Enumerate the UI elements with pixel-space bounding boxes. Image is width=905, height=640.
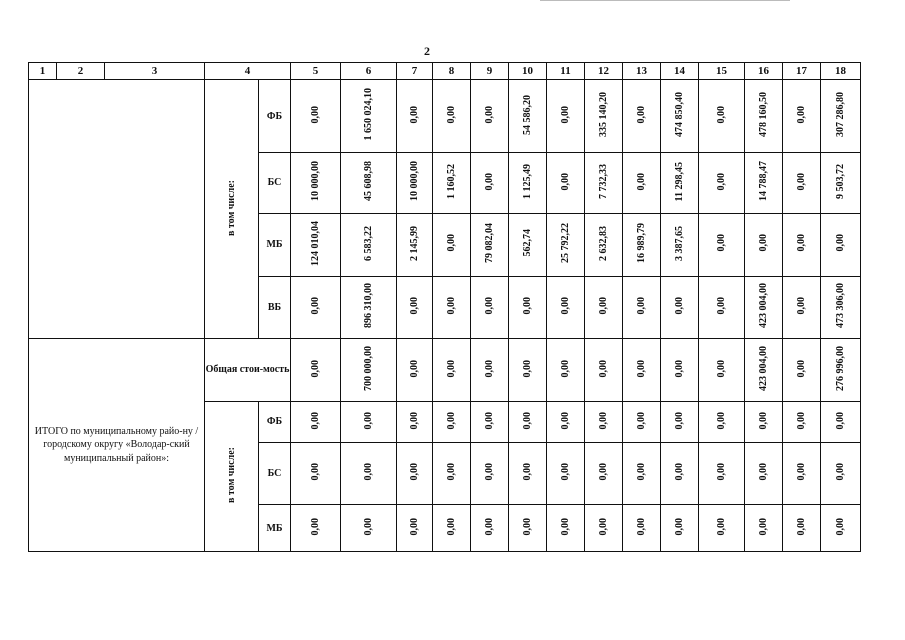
cell-value: 0,00 (408, 411, 420, 430)
value-cell (509, 213, 547, 276)
value-cell (783, 339, 821, 402)
value-cell (661, 80, 699, 153)
column-number: 18 (821, 63, 861, 80)
cell-value: 0,00 (635, 297, 647, 315)
value-cell (623, 402, 661, 442)
cell-value: 0,00 (445, 105, 457, 124)
value-cell (783, 80, 821, 153)
cell-value: 0,00 (445, 411, 457, 430)
value-cell (547, 505, 585, 552)
source-code: МБ (259, 213, 291, 276)
cell-value: 3 387,65 (673, 225, 685, 261)
column-number: 17 (783, 63, 821, 80)
value-cell (745, 339, 783, 402)
cell-value: 79 082,04 (483, 223, 495, 264)
value-cell (661, 276, 699, 339)
cell-value: 307 286,80 (834, 92, 846, 138)
cell-value: 0,00 (673, 359, 685, 378)
scan-top-line (540, 0, 790, 1)
value-cell (291, 505, 341, 552)
value-cell (291, 339, 341, 402)
value-cell (745, 153, 783, 214)
cell-value: 0,00 (483, 172, 495, 191)
value-cell (433, 442, 471, 505)
value-cell (471, 505, 509, 552)
cell-value: 0,00 (559, 297, 571, 315)
cell-value: 11 298,45 (673, 161, 685, 202)
cell-value: 0,00 (408, 359, 420, 378)
cell-value: 0,00 (715, 172, 727, 191)
cell-value: 0,00 (795, 297, 807, 315)
cell-value: 2 145,99 (408, 225, 420, 261)
value-cell (341, 153, 397, 214)
value-cell (433, 276, 471, 339)
value-cell (547, 276, 585, 339)
total-general-row (29, 339, 861, 402)
value-cell (509, 402, 547, 442)
cell-value: 0,00 (795, 517, 807, 536)
value-cell (341, 339, 397, 402)
cell-value: 45 608,98 (362, 161, 374, 202)
cell-value: 0,00 (483, 105, 495, 124)
value-cell (585, 505, 623, 552)
budget-table (28, 62, 861, 552)
cell-value: 1 160,52 (445, 163, 457, 199)
column-number: 4 (205, 63, 291, 80)
value-cell (291, 213, 341, 276)
value-cell (547, 339, 585, 402)
cell-value: 0,00 (521, 463, 533, 481)
value-cell (397, 442, 433, 505)
value-cell (397, 80, 433, 153)
source-code: ФБ (259, 402, 291, 442)
cell-value: 0,00 (408, 297, 420, 315)
value-cell (547, 80, 585, 153)
cell-value: 0,00 (715, 411, 727, 430)
value-cell (585, 276, 623, 339)
cell-value: 0,00 (309, 517, 321, 536)
cell-value: 1 650 024,10 (362, 88, 374, 141)
cell-value: 124 010,04 (309, 220, 321, 266)
cell-value: 0,00 (362, 411, 374, 430)
cell-value: 0,00 (445, 297, 457, 315)
column-number: 14 (661, 63, 699, 80)
column-number: 9 (471, 63, 509, 80)
cell-value: 0,00 (309, 359, 321, 378)
value-cell (783, 442, 821, 505)
value-cell (585, 80, 623, 153)
value-cell (397, 213, 433, 276)
cell-value: 7 732,33 (597, 163, 609, 199)
value-cell (291, 276, 341, 339)
value-cell (433, 339, 471, 402)
column-number: 12 (585, 63, 623, 80)
cell-value: 0,00 (673, 297, 685, 315)
cell-value: 0,00 (635, 517, 647, 536)
cell-value: 0,00 (483, 411, 495, 430)
value-cell (471, 80, 509, 153)
cell-value: 0,00 (483, 359, 495, 378)
value-cell (509, 442, 547, 505)
cell-value: 0,00 (362, 517, 374, 536)
cell-value: 25 792,22 (559, 223, 571, 264)
in-that-number-cell (205, 402, 259, 552)
value-cell (433, 505, 471, 552)
value-cell (623, 505, 661, 552)
cell-value: 0,00 (483, 463, 495, 481)
cell-value: 1 125,49 (521, 163, 533, 199)
page-number: 2 (424, 44, 430, 58)
cell-value: 0,00 (673, 517, 685, 536)
value-cell (661, 339, 699, 402)
value-cell (783, 402, 821, 442)
value-cell (783, 153, 821, 214)
in-that-number-label: в том числе: (225, 179, 237, 236)
value-cell (547, 153, 585, 214)
cell-value: 0,00 (597, 463, 609, 481)
cell-value: 700 000,00 (362, 346, 374, 392)
cell-value: 0,00 (834, 463, 846, 481)
value-cell (291, 153, 341, 214)
cell-value: 478 160,50 (757, 92, 769, 138)
value-cell (433, 213, 471, 276)
blank-name-cell (29, 80, 205, 339)
value-cell (623, 442, 661, 505)
value-cell (699, 213, 745, 276)
value-cell (661, 213, 699, 276)
cell-value: 10 000,00 (309, 161, 321, 202)
cell-value: 0,00 (715, 517, 727, 536)
value-cell (397, 402, 433, 442)
value-cell (397, 339, 433, 402)
value-cell (821, 276, 861, 339)
cell-value: 0,00 (795, 234, 807, 252)
cell-value: 0,00 (635, 359, 647, 378)
cell-value: 276 996,00 (834, 346, 846, 392)
cell-value: 0,00 (673, 411, 685, 430)
cell-value: 0,00 (559, 411, 571, 430)
cell-value: 0,00 (597, 359, 609, 378)
value-cell (623, 339, 661, 402)
cell-value: 0,00 (757, 463, 769, 481)
cell-value: 0,00 (795, 359, 807, 378)
cell-value: 0,00 (597, 297, 609, 315)
column-number: 15 (699, 63, 745, 80)
value-cell (661, 402, 699, 442)
value-cell (821, 442, 861, 505)
value-cell (661, 442, 699, 505)
value-cell (821, 80, 861, 153)
value-cell (585, 442, 623, 505)
cell-value: 0,00 (362, 463, 374, 481)
cell-value: 0,00 (834, 517, 846, 536)
cell-value: 0,00 (635, 463, 647, 481)
cell-value: 474 850,40 (673, 92, 685, 138)
value-cell (471, 402, 509, 442)
value-cell (433, 80, 471, 153)
value-cell (623, 213, 661, 276)
value-cell (661, 153, 699, 214)
cell-value: 0,00 (597, 411, 609, 430)
cell-value: 0,00 (483, 517, 495, 536)
cell-value: 0,00 (309, 105, 321, 124)
cell-value: 0,00 (795, 411, 807, 430)
source-code: БС (259, 442, 291, 505)
cell-value: 0,00 (635, 172, 647, 191)
cell-value: 14 788,47 (757, 161, 769, 202)
total-district-label: ИТОГО по муниципальному райо-ну / городскому округу «Володар-ский муниципальный район»: (29, 339, 205, 552)
value-cell (291, 442, 341, 505)
value-cell (783, 505, 821, 552)
cell-value: 9 503,72 (834, 163, 846, 199)
column-number: 16 (745, 63, 783, 80)
cell-value: 0,00 (521, 517, 533, 536)
in-that-number-label: в том числе: (225, 447, 237, 504)
column-number: 13 (623, 63, 661, 80)
value-cell (471, 276, 509, 339)
value-cell (783, 213, 821, 276)
value-cell (433, 153, 471, 214)
cell-value: 0,00 (673, 463, 685, 481)
value-cell (341, 402, 397, 442)
cell-value: 896 310,00 (362, 283, 374, 329)
column-number: 6 (341, 63, 397, 80)
value-cell (547, 213, 585, 276)
value-cell (397, 153, 433, 214)
source-code: МБ (259, 505, 291, 552)
value-cell (509, 80, 547, 153)
value-cell (699, 505, 745, 552)
value-cell (291, 402, 341, 442)
cell-value: 423 004,00 (757, 283, 769, 329)
cell-value: 0,00 (795, 172, 807, 191)
source-code: ФБ (259, 80, 291, 153)
value-cell (471, 213, 509, 276)
value-cell (821, 153, 861, 214)
value-cell (433, 402, 471, 442)
table-row (29, 80, 861, 153)
cell-value: 0,00 (559, 463, 571, 481)
value-cell (623, 276, 661, 339)
value-cell (397, 276, 433, 339)
value-cell (341, 213, 397, 276)
value-cell (547, 442, 585, 505)
cell-value: 0,00 (445, 359, 457, 378)
value-cell (291, 80, 341, 153)
cell-value: 0,00 (715, 463, 727, 481)
cell-value: 0,00 (309, 297, 321, 315)
source-code: БС (259, 153, 291, 214)
value-cell (821, 505, 861, 552)
value-cell (745, 402, 783, 442)
column-number: 3 (105, 63, 205, 80)
cell-value: 0,00 (521, 359, 533, 378)
cell-value: 0,00 (635, 411, 647, 430)
cell-value: 473 306,00 (834, 283, 846, 329)
column-number: 10 (509, 63, 547, 80)
value-cell (783, 276, 821, 339)
cell-value: 423 004,00 (757, 346, 769, 392)
value-cell (341, 442, 397, 505)
value-cell (745, 213, 783, 276)
cell-value: 335 140,20 (597, 92, 609, 138)
cell-value: 0,00 (559, 172, 571, 191)
value-cell (699, 276, 745, 339)
value-cell (341, 276, 397, 339)
cell-value: 0,00 (559, 517, 571, 536)
cell-value: 0,00 (559, 359, 571, 378)
value-cell (623, 80, 661, 153)
cell-value: 0,00 (521, 297, 533, 315)
cell-value: 0,00 (521, 411, 533, 430)
value-cell (471, 153, 509, 214)
cell-value: 0,00 (445, 463, 457, 481)
cell-value: 0,00 (715, 297, 727, 315)
value-cell (745, 80, 783, 153)
value-cell (585, 213, 623, 276)
cell-value: 0,00 (757, 411, 769, 430)
value-cell (699, 153, 745, 214)
cell-value: 0,00 (483, 297, 495, 315)
cell-value: 0,00 (795, 105, 807, 124)
value-cell (471, 339, 509, 402)
cell-value: 16 989,79 (635, 223, 647, 264)
cell-value: 0,00 (559, 105, 571, 124)
value-cell (471, 442, 509, 505)
header-row (29, 63, 861, 80)
value-cell (509, 276, 547, 339)
cell-value: 54 586,20 (521, 94, 533, 135)
cell-value: 2 632,83 (597, 225, 609, 261)
cell-value: 0,00 (715, 359, 727, 378)
value-cell (509, 339, 547, 402)
cell-value: 0,00 (597, 517, 609, 536)
cell-value: 0,00 (715, 234, 727, 252)
column-number: 2 (57, 63, 105, 80)
value-cell (341, 505, 397, 552)
value-cell (547, 402, 585, 442)
value-cell (821, 213, 861, 276)
cell-value: 0,00 (635, 105, 647, 124)
value-cell (585, 153, 623, 214)
value-cell (699, 80, 745, 153)
value-cell (585, 402, 623, 442)
cell-value: 0,00 (408, 517, 420, 536)
cell-value: 0,00 (757, 517, 769, 536)
value-cell (745, 276, 783, 339)
cell-value: 0,00 (834, 411, 846, 430)
value-cell (509, 153, 547, 214)
value-cell (821, 402, 861, 442)
value-cell (585, 339, 623, 402)
value-cell (699, 402, 745, 442)
value-cell (341, 80, 397, 153)
in-that-number-cell (205, 80, 259, 339)
value-cell (623, 153, 661, 214)
value-cell (745, 442, 783, 505)
cell-value: 0,00 (408, 105, 420, 124)
cell-value: 0,00 (408, 463, 420, 481)
cell-value: 6 583,22 (362, 225, 374, 261)
cell-value: 10 000,00 (408, 161, 420, 202)
cell-value: 0,00 (795, 463, 807, 481)
value-cell (699, 442, 745, 505)
column-number: 8 (433, 63, 471, 80)
cell-value: 562,74 (521, 229, 533, 257)
value-cell (397, 505, 433, 552)
value-cell (745, 505, 783, 552)
value-cell (661, 505, 699, 552)
cell-value: 0,00 (834, 234, 846, 252)
cell-value: 0,00 (445, 234, 457, 252)
cell-value: 0,00 (445, 517, 457, 536)
column-number: 11 (547, 63, 585, 80)
column-number: 7 (397, 63, 433, 80)
value-cell (509, 505, 547, 552)
cell-value: 0,00 (309, 411, 321, 430)
cell-value: 0,00 (757, 234, 769, 252)
source-code: ВБ (259, 276, 291, 339)
general-cost-label: Общая стои-мость (205, 339, 291, 402)
column-number: 5 (291, 63, 341, 80)
column-number: 1 (29, 63, 57, 80)
cell-value: 0,00 (715, 105, 727, 124)
cell-value: 0,00 (309, 463, 321, 481)
value-cell (821, 339, 861, 402)
value-cell (699, 339, 745, 402)
